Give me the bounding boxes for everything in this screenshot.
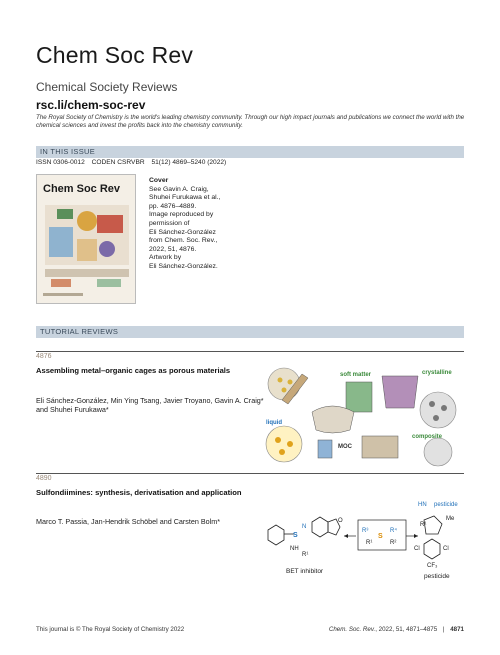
figure-label-bet-inhibitor: BET inhibitor bbox=[286, 568, 324, 575]
cover-caption-title: Cover bbox=[149, 177, 169, 184]
atom-label-r3: R³ bbox=[362, 528, 369, 534]
journal-title: Chem Soc Rev bbox=[36, 42, 194, 68]
figure-label-crystalline: crystalline bbox=[422, 370, 452, 376]
footer-year-vol: 2022, 51, 4871–4875 bbox=[378, 626, 438, 633]
figure-label-composite: composite bbox=[412, 434, 443, 440]
figure-label-pesticide: pesticide bbox=[424, 573, 450, 580]
cover-caption bbox=[149, 177, 259, 272]
cover-journal-name: Chem Soc Rev bbox=[43, 183, 121, 195]
atom-label-o: O bbox=[338, 518, 343, 524]
tutorial-reviews-bar: TUTORIAL REVIEWS bbox=[36, 326, 464, 338]
article-page-number: 4876 bbox=[36, 353, 52, 360]
article-authors: Eli Sánchez-González, Min Ying Tsang, Javier Troyano, Gavin A. Craig* and Shuhei Furukawa* bbox=[36, 396, 264, 414]
atom-label-r4: R⁴ bbox=[390, 528, 397, 534]
cover-caption-line: Image reproduced by bbox=[149, 211, 214, 219]
journal-subtitle: Chemical Society Reviews bbox=[36, 80, 178, 94]
article-authors: Marco T. Passia, Jan-Hendrik Schöbel and Carsten Bolm* bbox=[36, 517, 221, 526]
atom-label-r1: R¹ bbox=[366, 540, 373, 546]
atom-label-r2: R² bbox=[390, 540, 397, 546]
atom-label-me: NH bbox=[290, 546, 299, 552]
footer-page-number: 4871 bbox=[450, 626, 464, 633]
page-footer bbox=[36, 626, 464, 636]
article-figure-sulfondiimines bbox=[262, 498, 464, 582]
atom-label-r1: R¹ bbox=[302, 552, 309, 558]
article-title-link[interactable]: Assembling metal–organic cages as porous materials bbox=[36, 366, 231, 375]
figure-label-liquid: liquid bbox=[266, 420, 282, 426]
cover-caption-line: from Chem. Soc. Rev., bbox=[149, 237, 218, 245]
atom-label-r1: R¹ bbox=[420, 522, 427, 528]
article-divider bbox=[36, 473, 464, 474]
atom-label-n: N bbox=[302, 524, 307, 530]
atom-label-s: S bbox=[378, 533, 383, 540]
article-figure-cages bbox=[262, 360, 464, 468]
cover-caption-line: pp. 4876–4889. bbox=[149, 202, 197, 210]
article-page-number: 4890 bbox=[36, 475, 52, 482]
footer-separator: | bbox=[442, 626, 445, 633]
cover-caption-line: See Gavin A. Craig, bbox=[149, 185, 209, 193]
atom-label-nh: pesticide bbox=[434, 502, 458, 508]
publisher-tagline: The Royal Society of Chemistry is the world's leading chemistry community. Through our high impact journals and publications we connect the world with the chemical sciences and invest the profits back into the chemistry community. bbox=[36, 114, 465, 129]
cover-caption-line: Eli Sánchez-González. bbox=[149, 262, 218, 270]
footer-citation: Chem. Soc. Rev., 2022, 51, 4871–4875 | 4871 bbox=[328, 626, 464, 633]
article-title-link[interactable]: Sulfondiimines: synthesis, derivatisation and application bbox=[36, 488, 242, 497]
in-this-issue-bar: IN THIS ISSUE bbox=[36, 146, 464, 158]
figure-label-soft-matter: soft matter bbox=[340, 372, 372, 378]
issue-info bbox=[36, 159, 231, 166]
cover-caption-line: Eli Sánchez-González bbox=[149, 228, 216, 236]
atom-label-cl: Cl bbox=[443, 546, 449, 552]
issn: ISSN 0306-0012 bbox=[36, 159, 85, 166]
footer-journal: Chem. Soc. Rev. bbox=[328, 626, 376, 633]
figure-label-moc: MOC bbox=[338, 444, 352, 450]
atom-label-cf3: CF₃ bbox=[427, 563, 438, 569]
atom-label-cl: Cl bbox=[414, 546, 420, 552]
journal-url-link[interactable]: rsc.li/chem-soc-rev bbox=[36, 98, 146, 112]
cover-caption-line: Shuhei Furukawa et al., bbox=[149, 194, 221, 202]
volume-pages: 51(12) 4869–5240 (2022) bbox=[151, 159, 227, 166]
coden: CODEN CSRVBR bbox=[91, 159, 145, 166]
atom-label-cn: Me bbox=[446, 516, 455, 522]
cover-caption-line: permission of bbox=[149, 219, 190, 227]
cover-image[interactable] bbox=[36, 174, 136, 304]
cover-caption-line: Artwork by bbox=[149, 254, 182, 262]
atom-label-hn: HN bbox=[418, 502, 427, 508]
footer-copyright: This journal is © The Royal Society of Chemistry 2022 bbox=[36, 626, 185, 633]
article-divider bbox=[36, 351, 464, 352]
cover-artwork bbox=[37, 175, 136, 304]
atom-label-s: S bbox=[293, 532, 298, 539]
cover-caption-line: 2022, 51, 4876. bbox=[149, 245, 197, 253]
